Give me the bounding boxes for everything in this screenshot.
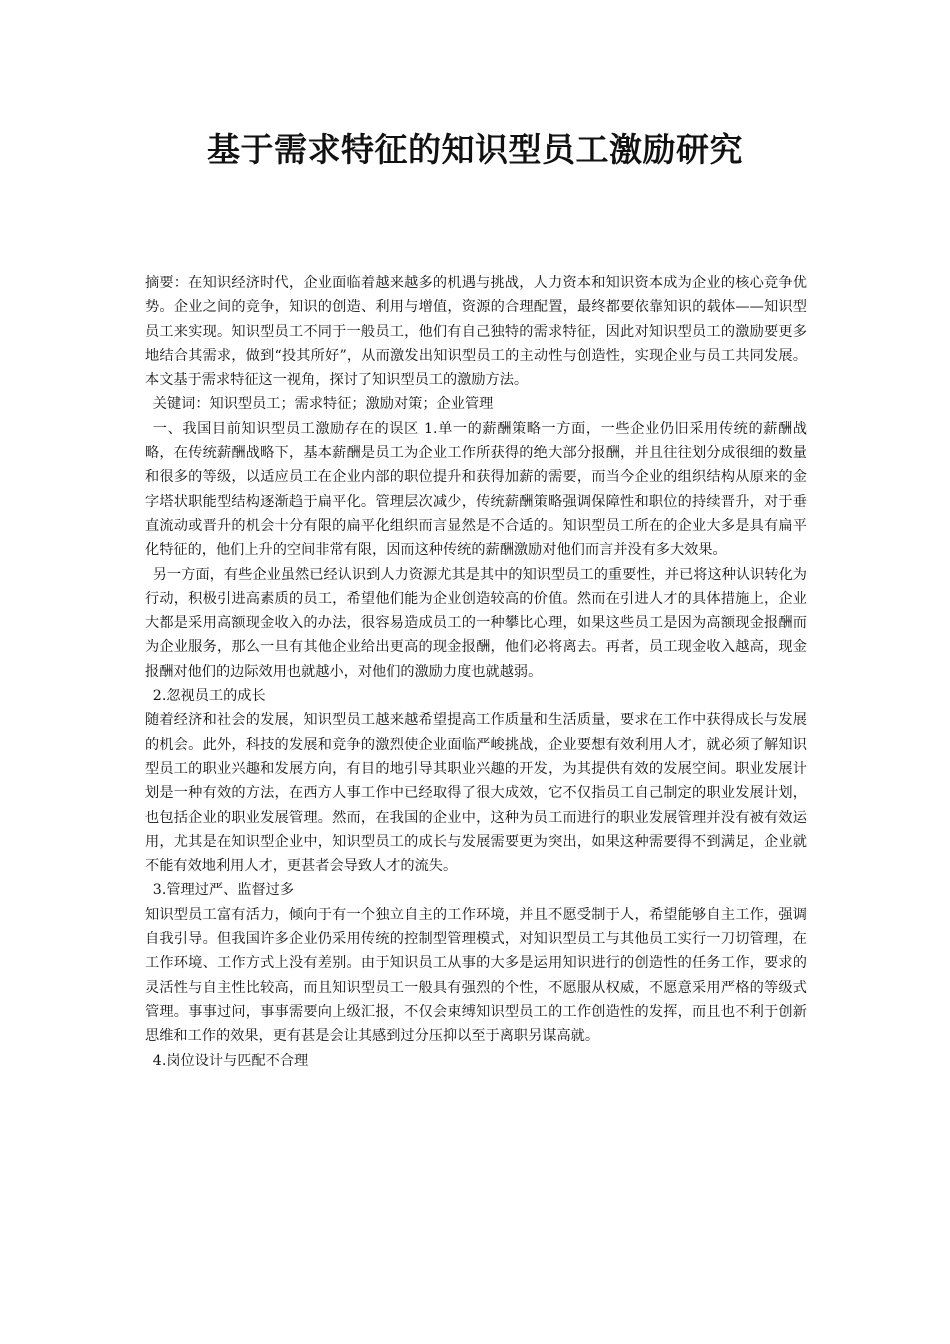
paragraph: 一、我国目前知识型员工激励存在的误区 1.单一的薪酬策略一方面，一些企业仍旧采用传统的薪酬战略，在传统薪酬战略下，基本薪酬是员工为企业工作所获得的绝大部分报酬，并且往往划分成很细的数量和很多的等级，以适应员工在企业内部的职位提升和获得加薪的需要，而当今企业的组织结构从原来的金字塔状职能型结构逐渐趋于扁平化。管理层次减少，传统薪酬策略强调保障性和职位的持续晋升，对于垂直流动或晋升的机会十分有限的扁平化组织而言显然是不合适的。知识型员工所在的企业大多是具有扁平化特征的，他们上升的空间非常有限，因而这种传统的薪酬激励对他们而言并没有多大效果。: [145, 420, 807, 559]
paragraph: 3.管理过严、监督过多: [152, 882, 295, 899]
document-title: 基于需求特征的知识型员工激励研究: [207, 130, 743, 169]
paragraph: 关键词：知识型员工；需求特征；激励对策；企业管理: [152, 396, 494, 413]
paragraph: 4.岗位设计与匹配不合理: [152, 1052, 309, 1069]
paragraph: 随着经济和社会的发展，知识型员工越来越希望提高工作质量和生活质量，要求在工作中获得成长与发展的机会。此外，科技的发展和竞争的激烈使企业面临严峻挑战，企业要想有效利用人才，就必须了解知识型员工的职业兴趣和发展方向，有目的地引导其职业兴趣的开发，为其提供有效的发展空间。职业发展计划是一种有效的方法，在西方人事工作中已经取得了很大成效，它不仅指员工自己制定的职业发展计划，也包括企业的职业发展管理。然而，在我国的企业中，这种为员工而进行的职业发展管理并没有被有效运用，尤其是在知识型企业中，知识型员工的成长与发展需要更为突出，如果这种需要得不到满足，企业就不能有效地利用人才，更甚者会导致人才的流失。: [145, 712, 807, 875]
paragraph: 另一方面，有些企业虽然已经认识到人力资源尤其是其中的知识型员工的重要性，并已将这种认识转化为行动，积极引进高素质的员工，希望他们能为企业创造较高的价值。然而在引进人才的具体措施上，企业大都是采用高额现金收入的办法，很容易造成员工的一种攀比心理，如果这些员工是因为高额现金报酬而为企业服务，那么一旦有其他企业给出更高的现金报酬，他们必将离去。再者，员工现金收入越高，现金报酬对他们的边际效用也就越小，对他们的激励力度也就越弱。: [145, 566, 807, 680]
paragraph: 2.忽视员工的成长: [152, 688, 266, 705]
paragraph: 知识型员工富有活力，倾向于有一个独立自主的工作环境，并且不愿受制于人，希望能够自主工作，强调自我引导。但我国许多企业仍采用传统的控制型管理模式，对知识型员工与其他员工实行一刀切管理，在工作环境、工作方式上没有差别。由于知识员工从事的大多是运用知识进行的创造性的任务工作，要求的灵活性与自主性比较高，而且知识型员工一般具有强烈的个性，不愿服从权威，不愿意采用严格的等级式管理。事事过问，事事需要向上级汇报，不仅会束缚知识型员工的工作创造性的发挥，而且也不利于创新思维和工作的效果，更有甚是会让其感到过分压抑以至于离职另谋高就。: [145, 906, 807, 1045]
document-body: [145, 271, 807, 1073]
paragraph: 摘要：在知识经济时代，企业面临着越来越多的机遇与挑战，人力资本和知识资本成为企业的核心竞争优势。企业之间的竞争，知识的创造、利用与增值，资源的合理配置，最终都要依靠知识的载体——知识型员工来实现。知识型员工不同于一般员工，他们有自己独特的需求特征，因此对知识型员工的激励要更多地结合其需求，做到“投其所好”，从而激发出知识型员工的主动性与创造性，实现企业与员工共同发展。本文基于需求特征这一视角，探讨了知识型员工的激励方法。: [145, 275, 807, 389]
